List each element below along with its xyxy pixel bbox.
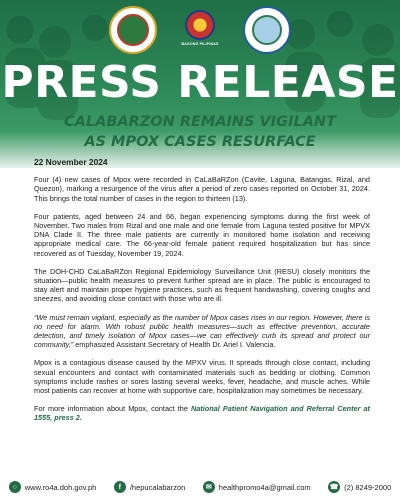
quote: “We must remain vigilant, especially as the number of Mpox cases rises in our region. However, there is no need for alarm. With robust public health measures—such as effective prevention, accurate detection, and timely isolation of Mpox cases—we can effectively curb its spread and protect our community,” xyxy=(34,312,370,350)
mail-icon: ✉ xyxy=(203,481,215,493)
headline xyxy=(0,112,400,152)
facebook-icon: f xyxy=(114,481,126,493)
paragraph-5: Mpox is a contagious disease caused by the MPXV virus. It spreads through close contact, including sexual encounters and contact with contaminated materials such as bedding or clothing. Common symptoms include rashes or sores lasting several weeks, fever, headache, and muscle aches. While most patients can recover at home with supportive care, hospitalization may sometimes be necessary. xyxy=(34,358,370,396)
footer-website[interactable] xyxy=(9,481,97,493)
paragraph-3: The DOH-CHD CaLaBaRZon Regional Epidemiology Surveillance Unit (RESU) closely monitors the situation—public health measures to prevent further spread are in place. The public is encouraged to stay alert and maintain proper hygiene practices, such as frequent handwashing, covering coughs and sneezes, and avoiding close contact with those who are ill. xyxy=(34,266,370,304)
paragraph-4 xyxy=(34,313,370,350)
phone-text: (2) 8249-2000 xyxy=(344,482,392,492)
footer-contacts xyxy=(0,474,400,500)
paragraph-2: Four patients, aged between 24 and 66, began experiencing symptoms during the first week of November. Two males from Rizal and one male and one female from Laguna tested positive for MPVX DNA Clade II. The three male patients are currently in monitored home isolation and receiving appropriate medical care. The 66-year-old female patient required hospitalization but has since recovered as of Tuesday, November 19, 2024. xyxy=(34,211,370,258)
footer-phone[interactable] xyxy=(328,481,391,493)
website-text: www.ro4a.doh.gov.ph xyxy=(24,482,97,492)
chd-calabarzon-seal-logo xyxy=(243,6,291,54)
headline-line-2: AS MPOX CASES RESURFACE xyxy=(84,134,316,150)
contact-lead: For more information about Mpox, contact the xyxy=(34,404,191,414)
footer-email[interactable] xyxy=(203,481,311,493)
release-date: 22 November 2024 xyxy=(34,157,108,167)
bagong-pilipinas-logo xyxy=(175,6,225,50)
globe-icon: ○ xyxy=(9,481,21,493)
footer-facebook[interactable] xyxy=(114,481,185,493)
hotline-text: National Patient Navigation and Referral Center at 1555, press 2. xyxy=(34,404,370,423)
facebook-text: /hepucalabarzon xyxy=(129,482,186,492)
paragraph-6 xyxy=(34,404,370,422)
email-text: healthpromo4a@gmail.com xyxy=(218,482,311,492)
article-body xyxy=(34,158,370,432)
bagong-pilipinas-text: BAGONG PILIPINAS xyxy=(181,42,219,46)
logo-row xyxy=(0,6,400,56)
quote-attribution: emphasized Assistant Secretary of Health Dr. Ariel I. Valencia. xyxy=(73,340,276,350)
doh-seal-logo xyxy=(109,6,157,54)
press-release-title: PRESS RELEASE xyxy=(1,57,399,108)
paragraph-1: Four (4) new cases of Mpox were recorded in CaLaBaRZon (Cavite, Laguna, Batangas, Rizal, and Quezon), marking a resurgence of the virus after a period of zero cases reported on October 31, 2024. This brings the total number of cases in the region to thirteen (13). xyxy=(34,175,370,203)
headline-line-1: CALABARZON REMAINS VIGILANT xyxy=(64,114,336,130)
phone-icon: ☎ xyxy=(328,481,340,493)
